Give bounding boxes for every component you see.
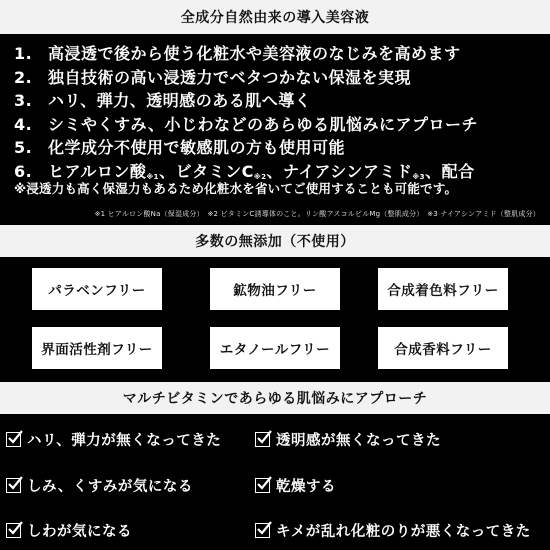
additive-free-item: 界面活性剤フリー — [32, 327, 162, 369]
checkbox-icon — [255, 432, 270, 447]
feature-text: 独自技術の高い浸透力でベタつかない保湿を実現 — [48, 67, 412, 87]
checkbox-icon — [255, 523, 270, 538]
concern-text: 透明感が無くなってきた — [276, 433, 441, 449]
footnote-marker: ※3 — [412, 172, 426, 181]
feature-text-part: 、ビタミンC — [159, 161, 254, 181]
concern-item — [255, 475, 336, 496]
checkbox-icon — [6, 523, 21, 538]
additive-free-band — [0, 225, 550, 257]
concern-item — [255, 429, 441, 450]
concern-text: ハリ、弾力が無くなってきた — [27, 433, 222, 449]
concerns-band — [0, 382, 550, 414]
feature-number: 3. — [14, 91, 33, 110]
additive-free-title: 多数の無添加（不使用） — [195, 234, 355, 250]
concern-text: しわが気になる — [27, 524, 132, 540]
feature-text: ハリ、弾力、透明感のある肌へ導く — [48, 91, 312, 110]
feature-number: 5. — [14, 138, 33, 157]
concern-item — [6, 429, 221, 450]
concern-item — [255, 520, 531, 541]
checkbox-icon — [6, 478, 21, 493]
concern-text: キメが乱れ化粧のりが悪くなってきた — [276, 524, 531, 540]
feature-item — [14, 65, 544, 89]
concerns-title: マルチビタミンであらゆる肌悩みにアプローチ — [122, 391, 428, 407]
header-title: 全成分自然由来の導入美容液 — [180, 10, 370, 26]
feature-text-part: 、配合 — [425, 161, 475, 181]
feature-item — [14, 112, 544, 136]
checkbox-icon — [255, 478, 270, 493]
feature-number: 1. — [14, 44, 33, 63]
footnote-marker: ※2 — [253, 172, 267, 181]
additive-free-item: 合成香料フリー — [378, 327, 508, 369]
feature-text-part: ヒアルロン酸 — [48, 161, 147, 181]
concern-item — [6, 475, 193, 496]
feature-text: 高浸透で後から使う化粧水や美容液のなじみを高めます — [48, 44, 461, 63]
additive-free-item: パラベンフリー — [32, 268, 162, 310]
checkbox-icon — [6, 432, 21, 447]
feature-text-part: 、ナイアシンアミド — [266, 161, 413, 181]
feature-item — [14, 88, 544, 112]
feature-item — [14, 135, 544, 159]
feature-item — [14, 41, 544, 65]
feature-number: 2. — [14, 67, 33, 87]
footnote-marker: ※1 — [146, 172, 160, 181]
additive-free-item: 鉱物油フリー — [210, 268, 340, 310]
usage-note: ※浸透力も高く保湿力もあるため化粧水を省いてご使用することも可能です。 — [14, 181, 458, 196]
feature-list — [14, 41, 544, 182]
concern-item — [6, 520, 132, 541]
feature-number: 6. — [14, 161, 33, 181]
concern-text: 乾燥する — [276, 479, 336, 495]
additive-free-item: エタノールフリー — [210, 327, 340, 369]
concern-text: しみ、くすみが気になる — [27, 479, 193, 495]
feature-number: 4. — [14, 114, 33, 134]
feature-text: シミやくすみ、小じわなどのあらゆる肌悩みにアプローチ — [48, 114, 478, 134]
header-band — [0, 0, 550, 34]
feature-text: 化学成分不使用で敏感肌の方も使用可能 — [48, 138, 346, 157]
additive-free-item: 合成着色料フリー — [378, 268, 508, 310]
ingredient-footnotes: ※1 ヒアルロン酸Na（保湿成分） ※2 ビタミンC誘導体のこと。リン酸アスコルビルMg（整肌成分） ※3 ナイアシンアミド（整肌成分） — [94, 210, 540, 218]
